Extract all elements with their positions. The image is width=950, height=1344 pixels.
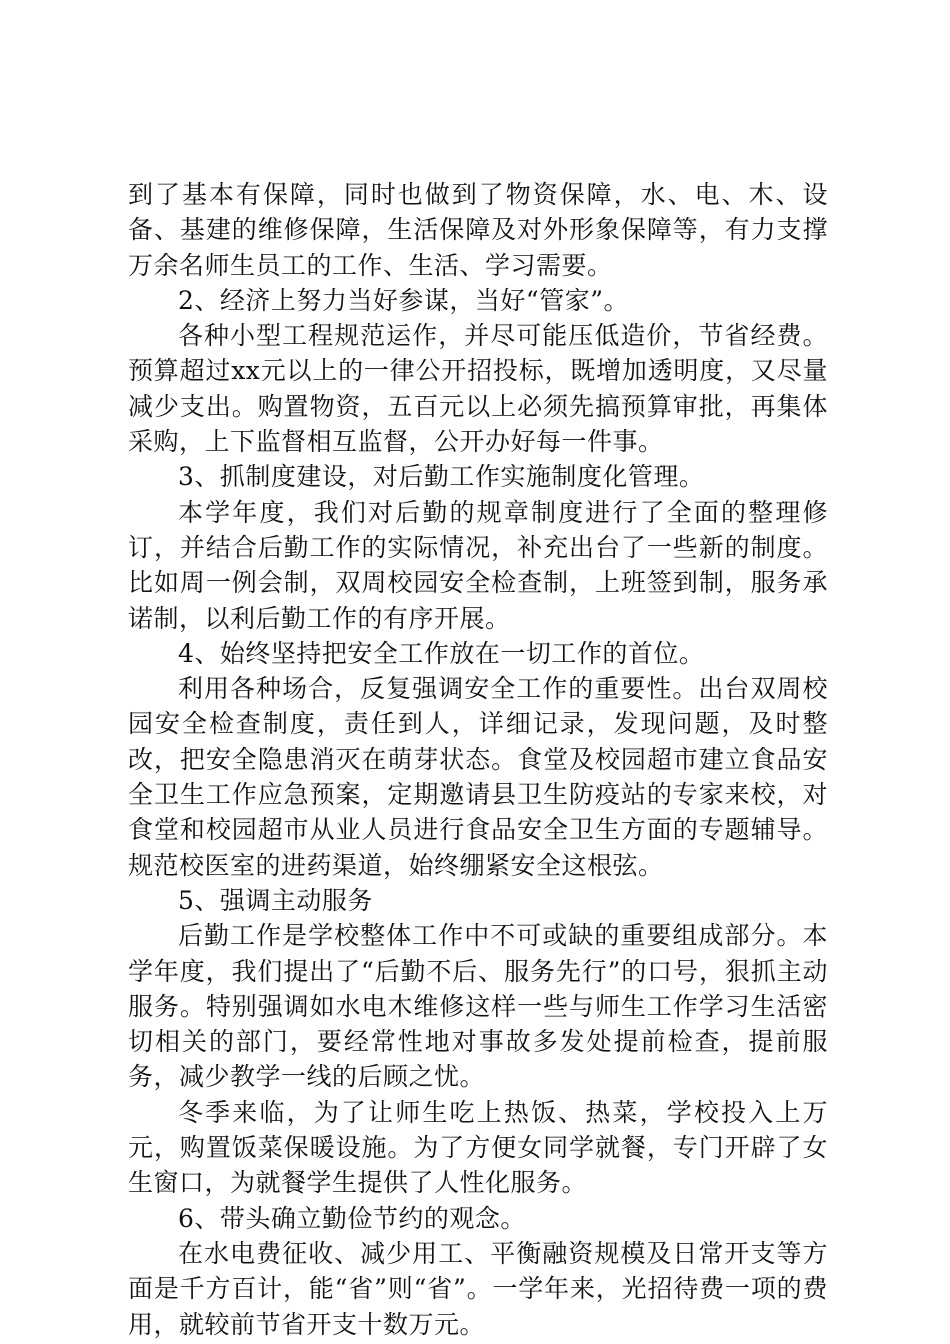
heading-thrift: 6、带头确立勤俭节约的观念。 <box>178 1203 526 1233</box>
paragraph-winter: 冬季来临，为了让师生吃上热饭、热菜，学校投入上万元，购置饭菜保暖设施。为了方便女同学就餐，专门开辟了女生窗口，为就餐学生提供了人性化服务。 <box>128 1097 828 1198</box>
paragraph-system: 本学年度，我们对后勤的规章制度进行了全面的整理修订，并结合后勤工作的实际情况，补充出台了一些新的制度。比如周一例会制，双周校园安全检查制，上班签到制，服务承诺制，以利后勤工作的有序开展。 <box>128 497 828 633</box>
heading-economy: 2、经济上努力当好参谋，当好“管家”。 <box>178 285 629 315</box>
heading-service: 5、强调主动服务 <box>178 885 373 915</box>
paragraph-economy: 各种小型工程规范运作，并尽可能压低造价，节省经费。预算超过xx元以上的一律公开招投标，既增加透明度，又尽量减少支出。购置物资，五百元以上必须先搞预算审批，再集体采购，上下监督相互监督，公开办好每一件事。 <box>128 321 828 457</box>
paragraph-safety: 利用各种场合，反复强调安全工作的重要性。出台双周校园安全检查制度，责任到人，详细记录，发现问题，及时整改，把安全隐患消灭在萌芽状态。食堂及校园超市建立食品安全卫生工作应急预案，定期邀请县卫生防疫站的专家来校，对食堂和校园超市从业人员进行食品安全卫生方面的专题辅导。规范校医室的进药渠道，始终绷紧安全这根弦。 <box>128 674 828 880</box>
paragraph-1: 到了基本有保障，同时也做到了物资保障，水、电、木、设备、基建的维修保障，生活保障及对外形象保障等，有力支撑万余名师生员工的工作、生活、学习需要。 <box>128 180 828 280</box>
heading-system: 3、抓制度建设，对后勤工作实施制度化管理。 <box>178 462 705 492</box>
paragraph-service: 后勤工作是学校整体工作中不可或缺的重要组成部分。本学年度，我们提出了“后勤不后、服务先行”的口号，狠抓主动服务。特别强调如水电木维修这样一些与师生工作学习生活密切相关的部门，要经常性地对事故多发处提前检查，提前服务，减少教学一线的后顾之忧。 <box>128 921 828 1092</box>
heading-safety: 4、始终坚持把安全工作放在一切工作的首位。 <box>178 638 705 668</box>
document-body <box>128 177 828 1342</box>
paragraph-thrift: 在水电费征收、减少用工、平衡融资规模及日常开支等方面是千方百计，能“省”则“省”。一学年来，光招待费一项的费用，就较前节省开支十数万元。 <box>128 1238 828 1339</box>
